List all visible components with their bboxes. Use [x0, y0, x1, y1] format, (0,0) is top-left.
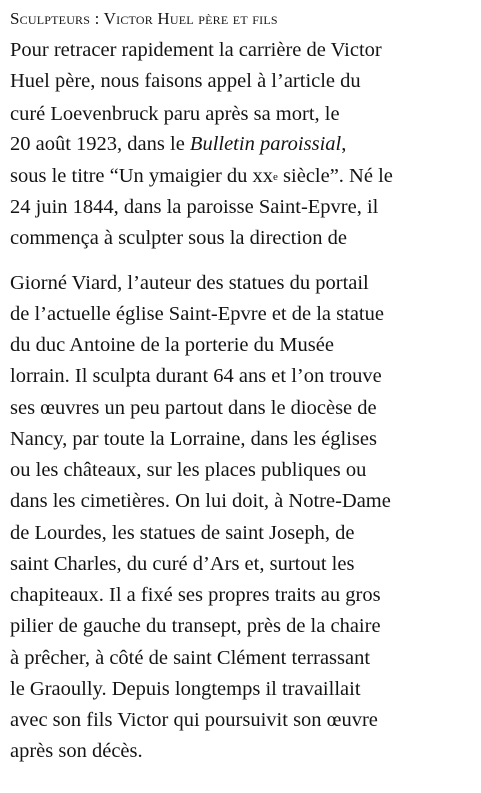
paragraph-line: lorrain. Il sculpta durant 64 ans et l’on trouve [10, 365, 382, 387]
paragraph-line: curé Loevenbruck paru après sa mort, le [10, 103, 340, 125]
paragraph-line: avec son fils Victor qui poursuivit son œuvre [10, 709, 378, 731]
paragraph-line: après son décès. [10, 740, 143, 762]
paragraph-line [10, 134, 346, 155]
paragraph-line: ou les châteaux, sur les places publiques ou [10, 459, 367, 481]
line-text: , [341, 133, 347, 155]
paragraph-line: chapiteaux. Il a fixé ses propres traits au gros [10, 584, 381, 606]
paragraph-line: du duc Antoine de la porterie du Musée [10, 334, 334, 356]
paragraph-line [10, 166, 393, 187]
paragraph-line: à prêcher, à côté de saint Clément terrassant [10, 647, 371, 669]
line-text: 20 août 1923, dans le [10, 133, 190, 155]
paragraph-line: dans les cimetières. On lui doit, à Notre-Dame [10, 490, 391, 512]
superscript: e [273, 171, 278, 183]
publication-title: Bulletin paroissial [189, 133, 342, 155]
paragraph-line: 24 juin 1844, dans la paroisse Saint-Epvre, il [10, 196, 379, 218]
paragraph-line: commença à sculpter sous la direction de [10, 227, 347, 249]
line-text: sous le titre “Un ymaigier du xx [10, 165, 274, 187]
paragraph-line: pilier de gauche du transept, près de la chaire [10, 615, 381, 637]
paragraph-line: Huel père, nous faisons appel à l’article du [10, 70, 361, 92]
article-heading: Sculpteurs : Victor Huel père et fils [10, 9, 278, 28]
paragraph-line: de l’actuelle église Saint-Epvre et de la statue [10, 303, 384, 325]
paragraph-line: ses œuvres un peu partout dans le diocèse de [10, 397, 377, 419]
paragraph-line: de Lourdes, les statues de saint Joseph, de [10, 522, 355, 544]
paragraph-line: Pour retracer rapidement la carrière de Victor [10, 39, 382, 61]
paragraph-line: saint Charles, du curé d’Ars et, surtout les [10, 553, 355, 575]
line-text: siècle”. Né le [277, 165, 393, 187]
paragraph-line: le Graoully. Depuis longtemps il travaillait [10, 678, 361, 700]
paragraph-line: Giorné Viard, l’auteur des statues du portail [10, 272, 369, 294]
paragraph-line: Nancy, par toute la Lorraine, dans les églises [10, 428, 377, 450]
